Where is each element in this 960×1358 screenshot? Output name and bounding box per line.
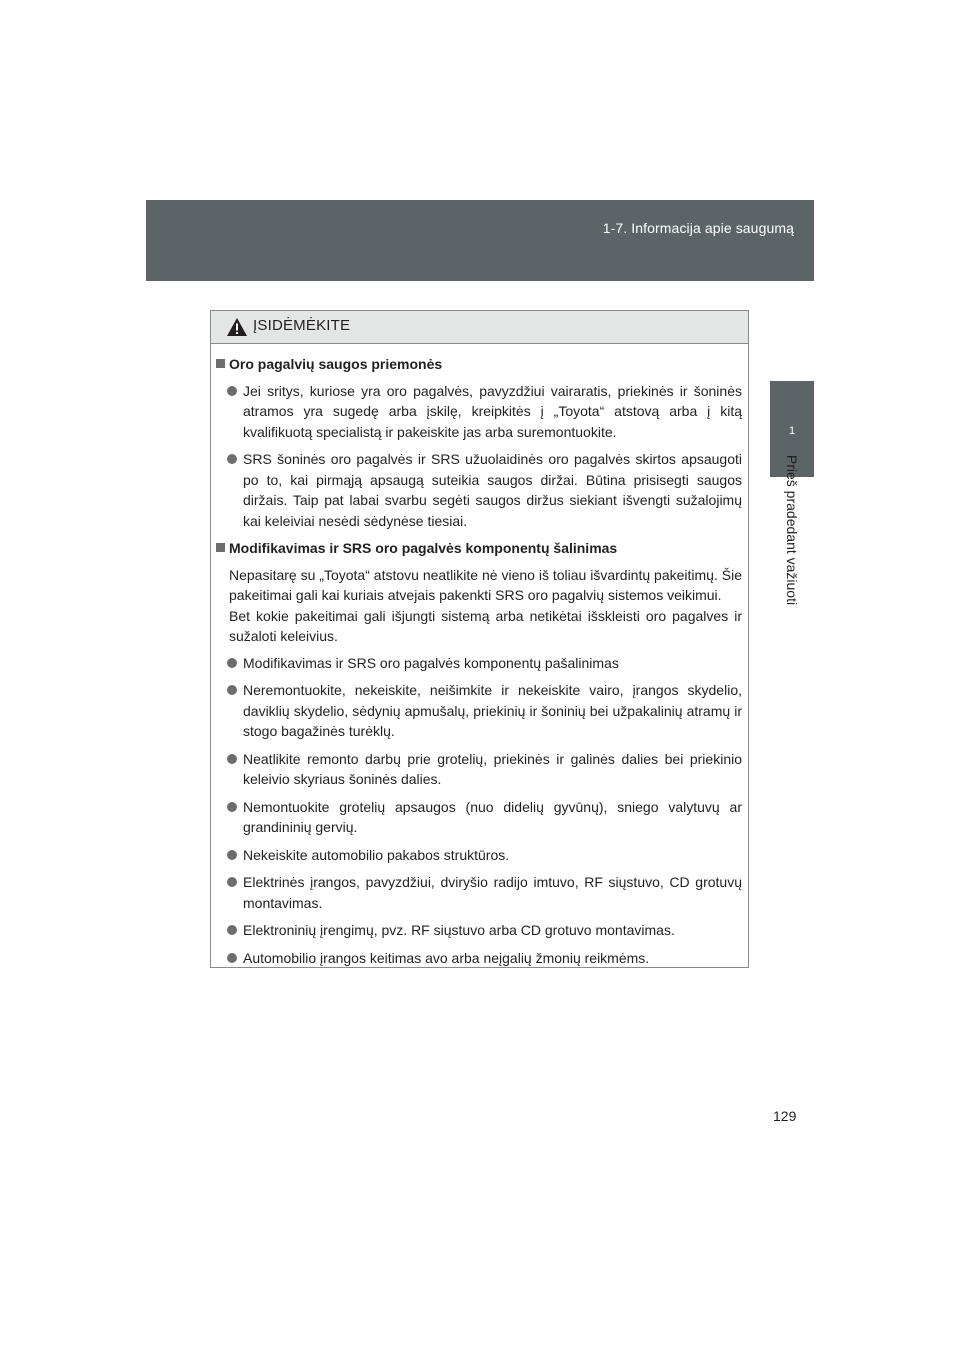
list-item: [215, 653, 742, 674]
list-item: [215, 381, 742, 443]
list-item: [215, 449, 742, 531]
list-item: [215, 797, 742, 838]
list-item-text: Jei sritys, kuriose yra oro pagalvės, pavyzdžiui vairaratis, priekinės ir šoninės atramos yra sugedę arba įskilę, kreipkitės į „Toyota“ atstovą arba į kitą kvalifikuotą specialistą ir pakeiskite jas arba suremontuokite.: [243, 382, 742, 440]
header-band: [146, 200, 814, 281]
chapter-number: 1: [788, 425, 796, 437]
bullet-dot-icon: [227, 658, 237, 668]
bullet-dot-icon: [227, 850, 237, 860]
bullet-dot-icon: [227, 877, 237, 887]
paragraph: [215, 565, 742, 647]
section-heading: [215, 538, 742, 559]
list-item: [215, 920, 742, 941]
list-item-text: Nekeiskite automobilio pakabos struktūros.: [243, 846, 510, 863]
bullet-dot-icon: [227, 754, 237, 764]
list-item: [215, 845, 742, 866]
square-bullet-icon: [216, 543, 225, 552]
bullet-dot-icon: [227, 953, 237, 963]
list-item-text: Modifikavimas ir SRS oro pagalvės komponentų pašalinimas: [243, 654, 619, 671]
caution-body: [211, 344, 748, 968]
square-bullet-icon: [216, 359, 225, 368]
list-item-text: SRS šoninės oro pagalvės ir SRS užuolaidinės oro pagalvės skirtos apsaugoti po to, kai pirmąją apsaugą suteikia saugos diržai. Būtina prisisegti saugos diržais. Taip pat labai svarbu segėti saugos diržus siekiant išvengti sužalojimų kai keleiviai nesėdi sėdynėse tiesiai.: [243, 451, 742, 529]
paragraph-text: Nepasitarę su „Toyota“ atstovu neatlikite nė vieno iš toliau išvardintų pakeitimų. Šie pakeitimai gali kai kuriais atvejais pakenkti SRS oro pagalvių sistemos veikimui.: [229, 566, 742, 603]
bullet-dot-icon: [227, 925, 237, 935]
bullet-dot-icon: [227, 386, 237, 396]
list-item: [215, 948, 742, 969]
bullet-dot-icon: [227, 802, 237, 812]
list-item-text: Elektrinės įrangos, pavyzdžiui, dviryšio radijo imtuvo, RF siųstuvo, CD grotuvų montavimas.: [243, 874, 742, 911]
list-item-text: Nemontuokite grotelių apsaugos (nuo didelių gyvūnų), sniego valytuvų ar grandininių gervių.: [243, 798, 742, 835]
section-heading-text: Oro pagalvių saugos priemonės: [229, 356, 443, 372]
bullet-dot-icon: [227, 685, 237, 695]
section-title: 1-7. Informacija apie saugumą: [602, 220, 794, 236]
list-item-text: Neatlikite remonto darbų prie grotelių, priekinės ir galinės dalies bei priekinio keleivio skyriaus šoninės dalies.: [243, 750, 742, 787]
list-item: [215, 680, 742, 742]
section-heading-text: Modifikavimas ir SRS oro pagalvės komponentų šalinimas: [229, 540, 618, 556]
list-item: [215, 749, 742, 790]
caution-box: [210, 310, 749, 968]
list-item: [215, 872, 742, 913]
paragraph-text: Bet kokie pakeitimai gali išjungti sistemą arba netikėtai išskleisti oro pagalves ir sužaloti keleivius.: [229, 607, 742, 644]
list-item-text: Elektroninių įrengimų, pvz. RF siųstuvo arba CD grotuvo montavimas.: [243, 922, 675, 938]
bullet-dot-icon: [227, 454, 237, 464]
list-item-text: Automobilio įrangos keitimas avo arba neįgalių žmonių reikmėms.: [243, 949, 650, 966]
caution-title: ĮSIDĖMĖKITE: [253, 317, 351, 334]
page-number: 129: [773, 1108, 797, 1124]
caution-header: [211, 311, 748, 344]
section-heading: [215, 354, 742, 375]
chapter-label: Prieš pradedant važiuoti: [784, 454, 800, 606]
warning-triangle-icon: [226, 317, 248, 337]
list-item-text: Neremontuokite, nekeiskite, neišimkite ir nekeiskite vairo, įrangos skydelio, daviklių skydelio, sėdynių apmušalų, priekinių ir šoninių bei užpakalinių atramų ir stogo bagažinės turėklų.: [243, 682, 742, 739]
